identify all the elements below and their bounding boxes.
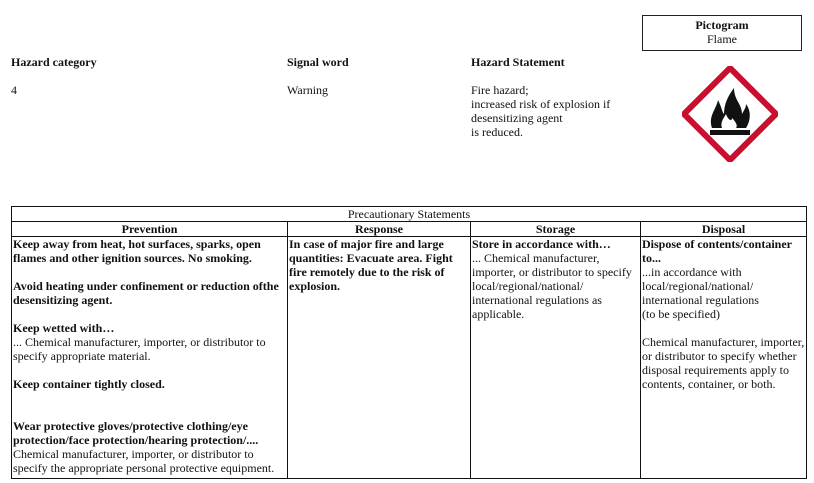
pictogram-box [642, 15, 802, 51]
response-cell [288, 237, 471, 479]
prevention-note: Chemical manufacturer, importer, or distributor to specify the appropriate personal protective equipment. [13, 447, 275, 475]
prevention-note: ... Chemical manufacturer, importer, or distributor to specify appropriate material. [13, 335, 266, 363]
column-prevention: Prevention [12, 222, 288, 237]
prevention-statement: Wear protective gloves/protective clothing/eye protection/face protection/hearing protection/.... [13, 419, 259, 447]
prevention-statement: Avoid heating under confinement or reduction ofthe desensitizing agent. [13, 279, 279, 307]
column-disposal: Disposal [641, 222, 807, 237]
flame-diamond-icon [682, 66, 778, 162]
pictogram-title: Pictogram [695, 18, 749, 32]
prevention-statement: Keep away from heat, hot surfaces, sparks, open flames and other ignition sources. No smoking. [13, 237, 261, 265]
column-response: Response [288, 222, 471, 237]
prevention-cell [12, 237, 288, 479]
prevention-statement: Keep container tightly closed. [13, 377, 165, 391]
pictogram-name: Flame [707, 32, 737, 46]
hazard-statement-value: Fire hazard; increased risk of explosion if desensitizing agent is reduced. [471, 83, 611, 139]
disposal-text: ...in accordance with local/regional/national/ international regulations (to be specified) [642, 265, 759, 321]
storage-note: ... Chemical manufacturer, importer, or distributor to specify local/regional/national/ international regulations as applicable. [472, 251, 632, 321]
storage-cell [471, 237, 641, 479]
column-storage: Storage [471, 222, 641, 237]
hazard-category-value: 4 [11, 83, 17, 97]
precautionary-title: Precautionary Statements [12, 207, 807, 222]
signal-word-header: Signal word [287, 55, 349, 69]
hazard-statement-header: Hazard Statement [471, 55, 565, 69]
signal-word-value: Warning [287, 83, 329, 97]
precautionary-table [11, 206, 807, 479]
disposal-statement: Dispose of contents/container to... [642, 237, 792, 265]
prevention-statement: Keep wetted with… [13, 321, 115, 335]
disposal-cell [641, 237, 807, 479]
disposal-note: Chemical manufacturer, importer, or distributor to specify whether disposal requirements apply to contents, container, or both. [642, 335, 805, 391]
hazard-category-header: Hazard category [11, 55, 97, 69]
storage-statement: Store in accordance with… [472, 237, 611, 251]
response-statement: In case of major fire and large quantities: Evacuate area. Fight fire remotely due to the risk of explosion. [289, 237, 453, 293]
